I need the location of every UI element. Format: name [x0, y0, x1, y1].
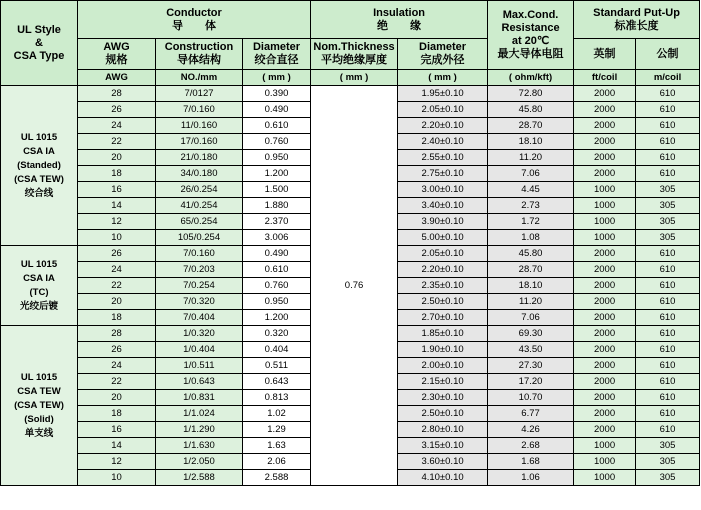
outer-diameter-cell: 4.10±0.10: [398, 470, 488, 486]
m-per-coil-cell: 610: [636, 166, 700, 182]
ft-per-coil-cell: 1000: [574, 230, 636, 246]
m-per-coil-cell: 610: [636, 342, 700, 358]
outer-diameter-cell: 5.00±0.10: [398, 230, 488, 246]
ft-per-coil-cell: 2000: [574, 342, 636, 358]
diameter-cell: 1.29: [243, 422, 311, 438]
construction-cell: 105/0.254: [156, 230, 243, 246]
ft-per-coil-cell: 1000: [574, 438, 636, 454]
outer-diameter-cell: 2.20±0.10: [398, 262, 488, 278]
resistance-cell: 4.45: [488, 182, 574, 198]
construction-cell: 65/0.254: [156, 214, 243, 230]
construction-cell: 34/0.180: [156, 166, 243, 182]
unit-ft: ft/coil: [574, 70, 636, 86]
m-per-coil-cell: 610: [636, 358, 700, 374]
outer-diameter-cell: 2.30±0.10: [398, 390, 488, 406]
outer-diameter-cell: 2.80±0.10: [398, 422, 488, 438]
construction-cell: 1/2.050: [156, 454, 243, 470]
resistance-cell: 45.80: [488, 102, 574, 118]
awg-cell: 16: [78, 422, 156, 438]
ft-per-coil-cell: 2000: [574, 422, 636, 438]
resistance-cell: 43.50: [488, 342, 574, 358]
awg-cell: 22: [78, 278, 156, 294]
m-per-coil-cell: 305: [636, 214, 700, 230]
ft-per-coil-cell: 1000: [574, 182, 636, 198]
construction-cell: 7/0.254: [156, 278, 243, 294]
diameter-cell: 0.490: [243, 246, 311, 262]
ft-per-coil-cell: 2000: [574, 86, 636, 102]
outer-diameter-cell: 1.85±0.10: [398, 326, 488, 342]
ft-per-coil-cell: 2000: [574, 358, 636, 374]
awg-cell: 14: [78, 438, 156, 454]
awg-cell: 20: [78, 294, 156, 310]
unit-diameter: ( mm ): [243, 70, 311, 86]
style-group-label: UL 1015 CSA IA (Standed) (CSA TEW) 绞合线: [1, 86, 78, 246]
diameter-cell: 0.760: [243, 278, 311, 294]
resistance-cell: 1.06: [488, 470, 574, 486]
construction-cell: 41/0.254: [156, 198, 243, 214]
resistance-cell: 2.68: [488, 438, 574, 454]
awg-cell: 10: [78, 470, 156, 486]
ft-per-coil-cell: 2000: [574, 118, 636, 134]
ft-per-coil-cell: 2000: [574, 262, 636, 278]
construction-cell: 7/0.404: [156, 310, 243, 326]
awg-header: AWG 规格: [78, 39, 156, 70]
m-per-coil-cell: 610: [636, 390, 700, 406]
awg-cell: 18: [78, 310, 156, 326]
construction-cell: 1/0.831: [156, 390, 243, 406]
unit-awg: AWG: [78, 70, 156, 86]
m-per-coil-cell: 610: [636, 150, 700, 166]
imperial-header: 英制: [574, 39, 636, 70]
m-per-coil-cell: 610: [636, 294, 700, 310]
awg-cell: 24: [78, 358, 156, 374]
construction-cell: 1/0.404: [156, 342, 243, 358]
metric-header: 公制: [636, 39, 700, 70]
construction-cell: 1/0.511: [156, 358, 243, 374]
diameter-cell: 0.950: [243, 150, 311, 166]
diameter-cell: 1.500: [243, 182, 311, 198]
resistance-cell: 7.06: [488, 166, 574, 182]
ft-per-coil-cell: 2000: [574, 102, 636, 118]
unit-ins-diameter: ( mm ): [398, 70, 488, 86]
resistance-cell: 2.73: [488, 198, 574, 214]
outer-diameter-cell: 2.05±0.10: [398, 102, 488, 118]
ft-per-coil-cell: 2000: [574, 310, 636, 326]
m-per-coil-cell: 305: [636, 198, 700, 214]
ft-per-coil-cell: 2000: [574, 326, 636, 342]
m-per-coil-cell: 305: [636, 230, 700, 246]
diameter-cell: 0.813: [243, 390, 311, 406]
awg-cell: 14: [78, 198, 156, 214]
awg-cell: 22: [78, 374, 156, 390]
diameter-cell: 1.200: [243, 310, 311, 326]
m-per-coil-cell: 305: [636, 454, 700, 470]
diameter-cell: 0.320: [243, 326, 311, 342]
ft-per-coil-cell: 1000: [574, 198, 636, 214]
ft-per-coil-cell: 2000: [574, 166, 636, 182]
m-per-coil-cell: 610: [636, 246, 700, 262]
diameter-cell: 2.588: [243, 470, 311, 486]
outer-diameter-cell: 2.75±0.10: [398, 166, 488, 182]
m-per-coil-cell: 610: [636, 86, 700, 102]
awg-cell: 18: [78, 166, 156, 182]
insulation-header: Insulation 绝 缘: [311, 1, 488, 39]
m-per-coil-cell: 610: [636, 102, 700, 118]
construction-cell: 1/0.643: [156, 374, 243, 390]
outer-diameter-cell: 3.90±0.10: [398, 214, 488, 230]
outer-diameter-cell: 2.40±0.10: [398, 134, 488, 150]
m-per-coil-cell: 610: [636, 262, 700, 278]
awg-cell: 12: [78, 454, 156, 470]
outer-diameter-cell: 2.00±0.10: [398, 358, 488, 374]
diameter-cell: 1.63: [243, 438, 311, 454]
m-per-coil-cell: 305: [636, 438, 700, 454]
outer-diameter-cell: 2.55±0.10: [398, 150, 488, 166]
awg-cell: 10: [78, 230, 156, 246]
awg-cell: 26: [78, 342, 156, 358]
outer-diameter-cell: 3.60±0.10: [398, 454, 488, 470]
diameter-cell: 0.610: [243, 262, 311, 278]
outer-diameter-cell: 2.15±0.10: [398, 374, 488, 390]
diameter-cell: 2.06: [243, 454, 311, 470]
resistance-cell: 6.77: [488, 406, 574, 422]
diameter-cell: 0.643: [243, 374, 311, 390]
construction-cell: 1/2.588: [156, 470, 243, 486]
resistance-cell: 11.20: [488, 294, 574, 310]
ft-per-coil-cell: 1000: [574, 214, 636, 230]
resistance-cell: 7.06: [488, 310, 574, 326]
resistance-cell: 18.10: [488, 278, 574, 294]
construction-cell: 1/0.320: [156, 326, 243, 342]
diameter-cell: 0.404: [243, 342, 311, 358]
m-per-coil-cell: 610: [636, 310, 700, 326]
unit-resistance: ( ohm/kft): [488, 70, 574, 86]
style-group-label: UL 1015 CSA IA (TC) 光绞后镀: [1, 246, 78, 326]
m-per-coil-cell: 305: [636, 470, 700, 486]
m-per-coil-cell: 305: [636, 182, 700, 198]
outer-diameter-cell: 2.35±0.10: [398, 278, 488, 294]
awg-cell: 24: [78, 262, 156, 278]
outer-diameter-cell: 3.15±0.10: [398, 438, 488, 454]
unit-m: m/coil: [636, 70, 700, 86]
diameter-cell: 0.760: [243, 134, 311, 150]
resistance-cell: 18.10: [488, 134, 574, 150]
resistance-cell: 69.30: [488, 326, 574, 342]
resistance-cell: 45.80: [488, 246, 574, 262]
put-up-header: Standard Put-Up 标准长度: [574, 1, 700, 39]
outer-diameter-cell: 2.70±0.10: [398, 310, 488, 326]
ins-diameter-header: Diameter 完成外径: [398, 39, 488, 70]
unit-construction: NO./mm: [156, 70, 243, 86]
outer-diameter-cell: 1.90±0.10: [398, 342, 488, 358]
resistance-cell: 27.30: [488, 358, 574, 374]
m-per-coil-cell: 610: [636, 326, 700, 342]
resistance-cell: 1.68: [488, 454, 574, 470]
ft-per-coil-cell: 2000: [574, 406, 636, 422]
diameter-header: Diameter 绞合直径: [243, 39, 311, 70]
m-per-coil-cell: 610: [636, 406, 700, 422]
resistance-cell: 72.80: [488, 86, 574, 102]
ft-per-coil-cell: 2000: [574, 134, 636, 150]
diameter-cell: 1.200: [243, 166, 311, 182]
awg-cell: 18: [78, 406, 156, 422]
resistance-cell: 28.70: [488, 118, 574, 134]
diameter-cell: 3.006: [243, 230, 311, 246]
m-per-coil-cell: 610: [636, 422, 700, 438]
conductor-header: Conductor 导 体: [78, 1, 311, 39]
construction-cell: 7/0.203: [156, 262, 243, 278]
table-row: [1, 86, 700, 102]
awg-cell: 28: [78, 86, 156, 102]
awg-cell: 22: [78, 134, 156, 150]
construction-header: Construction 导体结构: [156, 39, 243, 70]
m-per-coil-cell: 610: [636, 374, 700, 390]
construction-cell: 26/0.254: [156, 182, 243, 198]
construction-cell: 1/1.024: [156, 406, 243, 422]
ft-per-coil-cell: 2000: [574, 246, 636, 262]
awg-cell: 26: [78, 102, 156, 118]
ft-per-coil-cell: 2000: [574, 278, 636, 294]
construction-cell: 11/0.160: [156, 118, 243, 134]
resistance-cell: 28.70: [488, 262, 574, 278]
diameter-cell: 0.610: [243, 118, 311, 134]
spec-body: [1, 86, 700, 486]
diameter-cell: 1.02: [243, 406, 311, 422]
diameter-cell: 1.880: [243, 198, 311, 214]
outer-diameter-cell: 2.20±0.10: [398, 118, 488, 134]
construction-cell: 1/1.290: [156, 422, 243, 438]
outer-diameter-cell: 2.50±0.10: [398, 294, 488, 310]
construction-cell: 21/0.180: [156, 150, 243, 166]
diameter-cell: 0.511: [243, 358, 311, 374]
awg-cell: 26: [78, 246, 156, 262]
outer-diameter-cell: 1.95±0.10: [398, 86, 488, 102]
construction-cell: 1/1.630: [156, 438, 243, 454]
ft-per-coil-cell: 2000: [574, 150, 636, 166]
construction-cell: 7/0127: [156, 86, 243, 102]
resistance-cell: 1.72: [488, 214, 574, 230]
resistance-cell: 10.70: [488, 390, 574, 406]
ft-per-coil-cell: 2000: [574, 294, 636, 310]
awg-cell: 28: [78, 326, 156, 342]
unit-thickness: ( mm ): [311, 70, 398, 86]
m-per-coil-cell: 610: [636, 278, 700, 294]
awg-cell: 24: [78, 118, 156, 134]
diameter-cell: 2.370: [243, 214, 311, 230]
outer-diameter-cell: 3.40±0.10: [398, 198, 488, 214]
resistance-cell: 4.26: [488, 422, 574, 438]
ft-per-coil-cell: 2000: [574, 374, 636, 390]
construction-cell: 7/0.320: [156, 294, 243, 310]
diameter-cell: 0.390: [243, 86, 311, 102]
m-per-coil-cell: 610: [636, 118, 700, 134]
resistance-cell: 1.08: [488, 230, 574, 246]
awg-cell: 20: [78, 390, 156, 406]
outer-diameter-cell: 3.00±0.10: [398, 182, 488, 198]
ft-per-coil-cell: 1000: [574, 454, 636, 470]
outer-diameter-cell: 2.05±0.10: [398, 246, 488, 262]
awg-cell: 20: [78, 150, 156, 166]
awg-cell: 16: [78, 182, 156, 198]
diameter-cell: 0.490: [243, 102, 311, 118]
resistance-cell: 17.20: [488, 374, 574, 390]
ft-per-coil-cell: 2000: [574, 390, 636, 406]
construction-cell: 7/0.160: [156, 102, 243, 118]
max-resistance-header: Max.Cond. Resistance at 20℃ 最大导体电阻: [488, 1, 574, 70]
outer-diameter-cell: 2.50±0.10: [398, 406, 488, 422]
ul-style-header: UL Style & CSA Type: [1, 1, 78, 86]
style-group-label: UL 1015 CSA TEW (CSA TEW) (Solid) 单支线: [1, 326, 78, 486]
construction-cell: 7/0.160: [156, 246, 243, 262]
m-per-coil-cell: 610: [636, 134, 700, 150]
nom-thickness-header: Nom.Thickness 平均绝缘厚度: [311, 39, 398, 70]
awg-cell: 12: [78, 214, 156, 230]
diameter-cell: 0.950: [243, 294, 311, 310]
nominal-thickness-value: 0.76: [311, 86, 398, 486]
construction-cell: 17/0.160: [156, 134, 243, 150]
resistance-cell: 11.20: [488, 150, 574, 166]
ft-per-coil-cell: 1000: [574, 470, 636, 486]
